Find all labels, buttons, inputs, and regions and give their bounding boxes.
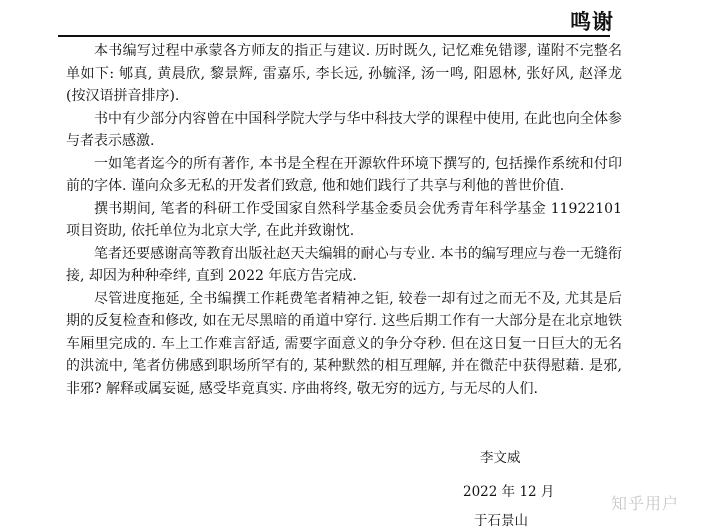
paragraph-1: 本书编写过程中承蒙各方师友的指正与建议. 历时既久, 记忆难免错谬, 谨附不完整名单如下: 郇真, 黄晨欣, 黎景辉, 雷嘉乐, 李长远, 孙毓泽, 汤一鸣, 阳恩林, 张好风, 赵泽龙 (按汉语拼音排序). <box>66 43 622 104</box>
page-title: 鸣谢 <box>570 10 614 34</box>
paragraph-2: 书中有少部分内容曾在中国科学院大学与华中科技大学的课程中使用, 在此也向全体参与者表示感激. <box>66 110 622 149</box>
signature-place: 于石景山 <box>474 513 528 529</box>
acknowledgement-body <box>66 40 622 400</box>
paragraph-6: 尽管进度拖延, 全书编撰工作耗费笔者精神之钜, 较卷一却有过之而无不及, 尤其是后期的反复检查和修改, 如在无尽黑暗的甬道中穿行. 这些后期工作有一大部分是在北京地铁车厢里完成的. 车上工作难言舒适, 需要字面意义的争分夺秒. 但在这日复一日巨大的无名的洪流中, 笔者仿佛感到职场所罕有的, 某种默然的相互理解, 并在微茫中获得慰藉. 是邪, 非邪? 解释或属妄诞, 感受毕竟真实. 序曲将终, 敬无穷的远方, 与无尽的人们. <box>66 290 622 397</box>
header-rule <box>58 35 610 37</box>
watermark-text: 知乎用户 <box>611 494 680 513</box>
paragraph-4: 撰书期间, 笔者的科研工作受国家自然科学基金委员会优秀青年科学基金 11922101 项目资助, 依托单位为北京大学, 在此并致谢忱. <box>66 200 622 239</box>
signature-date: 2022 年 12 月 <box>463 484 555 500</box>
signature-author: 李文威 <box>480 450 521 466</box>
paragraph-5: 笔者还要感谢高等教育出版社赵天夫编辑的耐心与专业. 本书的编写理应与卷一无缝衔接, 却因为种种牵绊, 直到 2022 年底方告完成. <box>66 245 622 284</box>
paragraph-3: 一如笔者迄今的所有著作, 本书是全程在开源软件环境下撰写的, 包括操作系统和付印前的字体. 谨向众多无私的开发者们致意, 他和她们践行了共享与利他的普世价值. <box>66 155 622 194</box>
